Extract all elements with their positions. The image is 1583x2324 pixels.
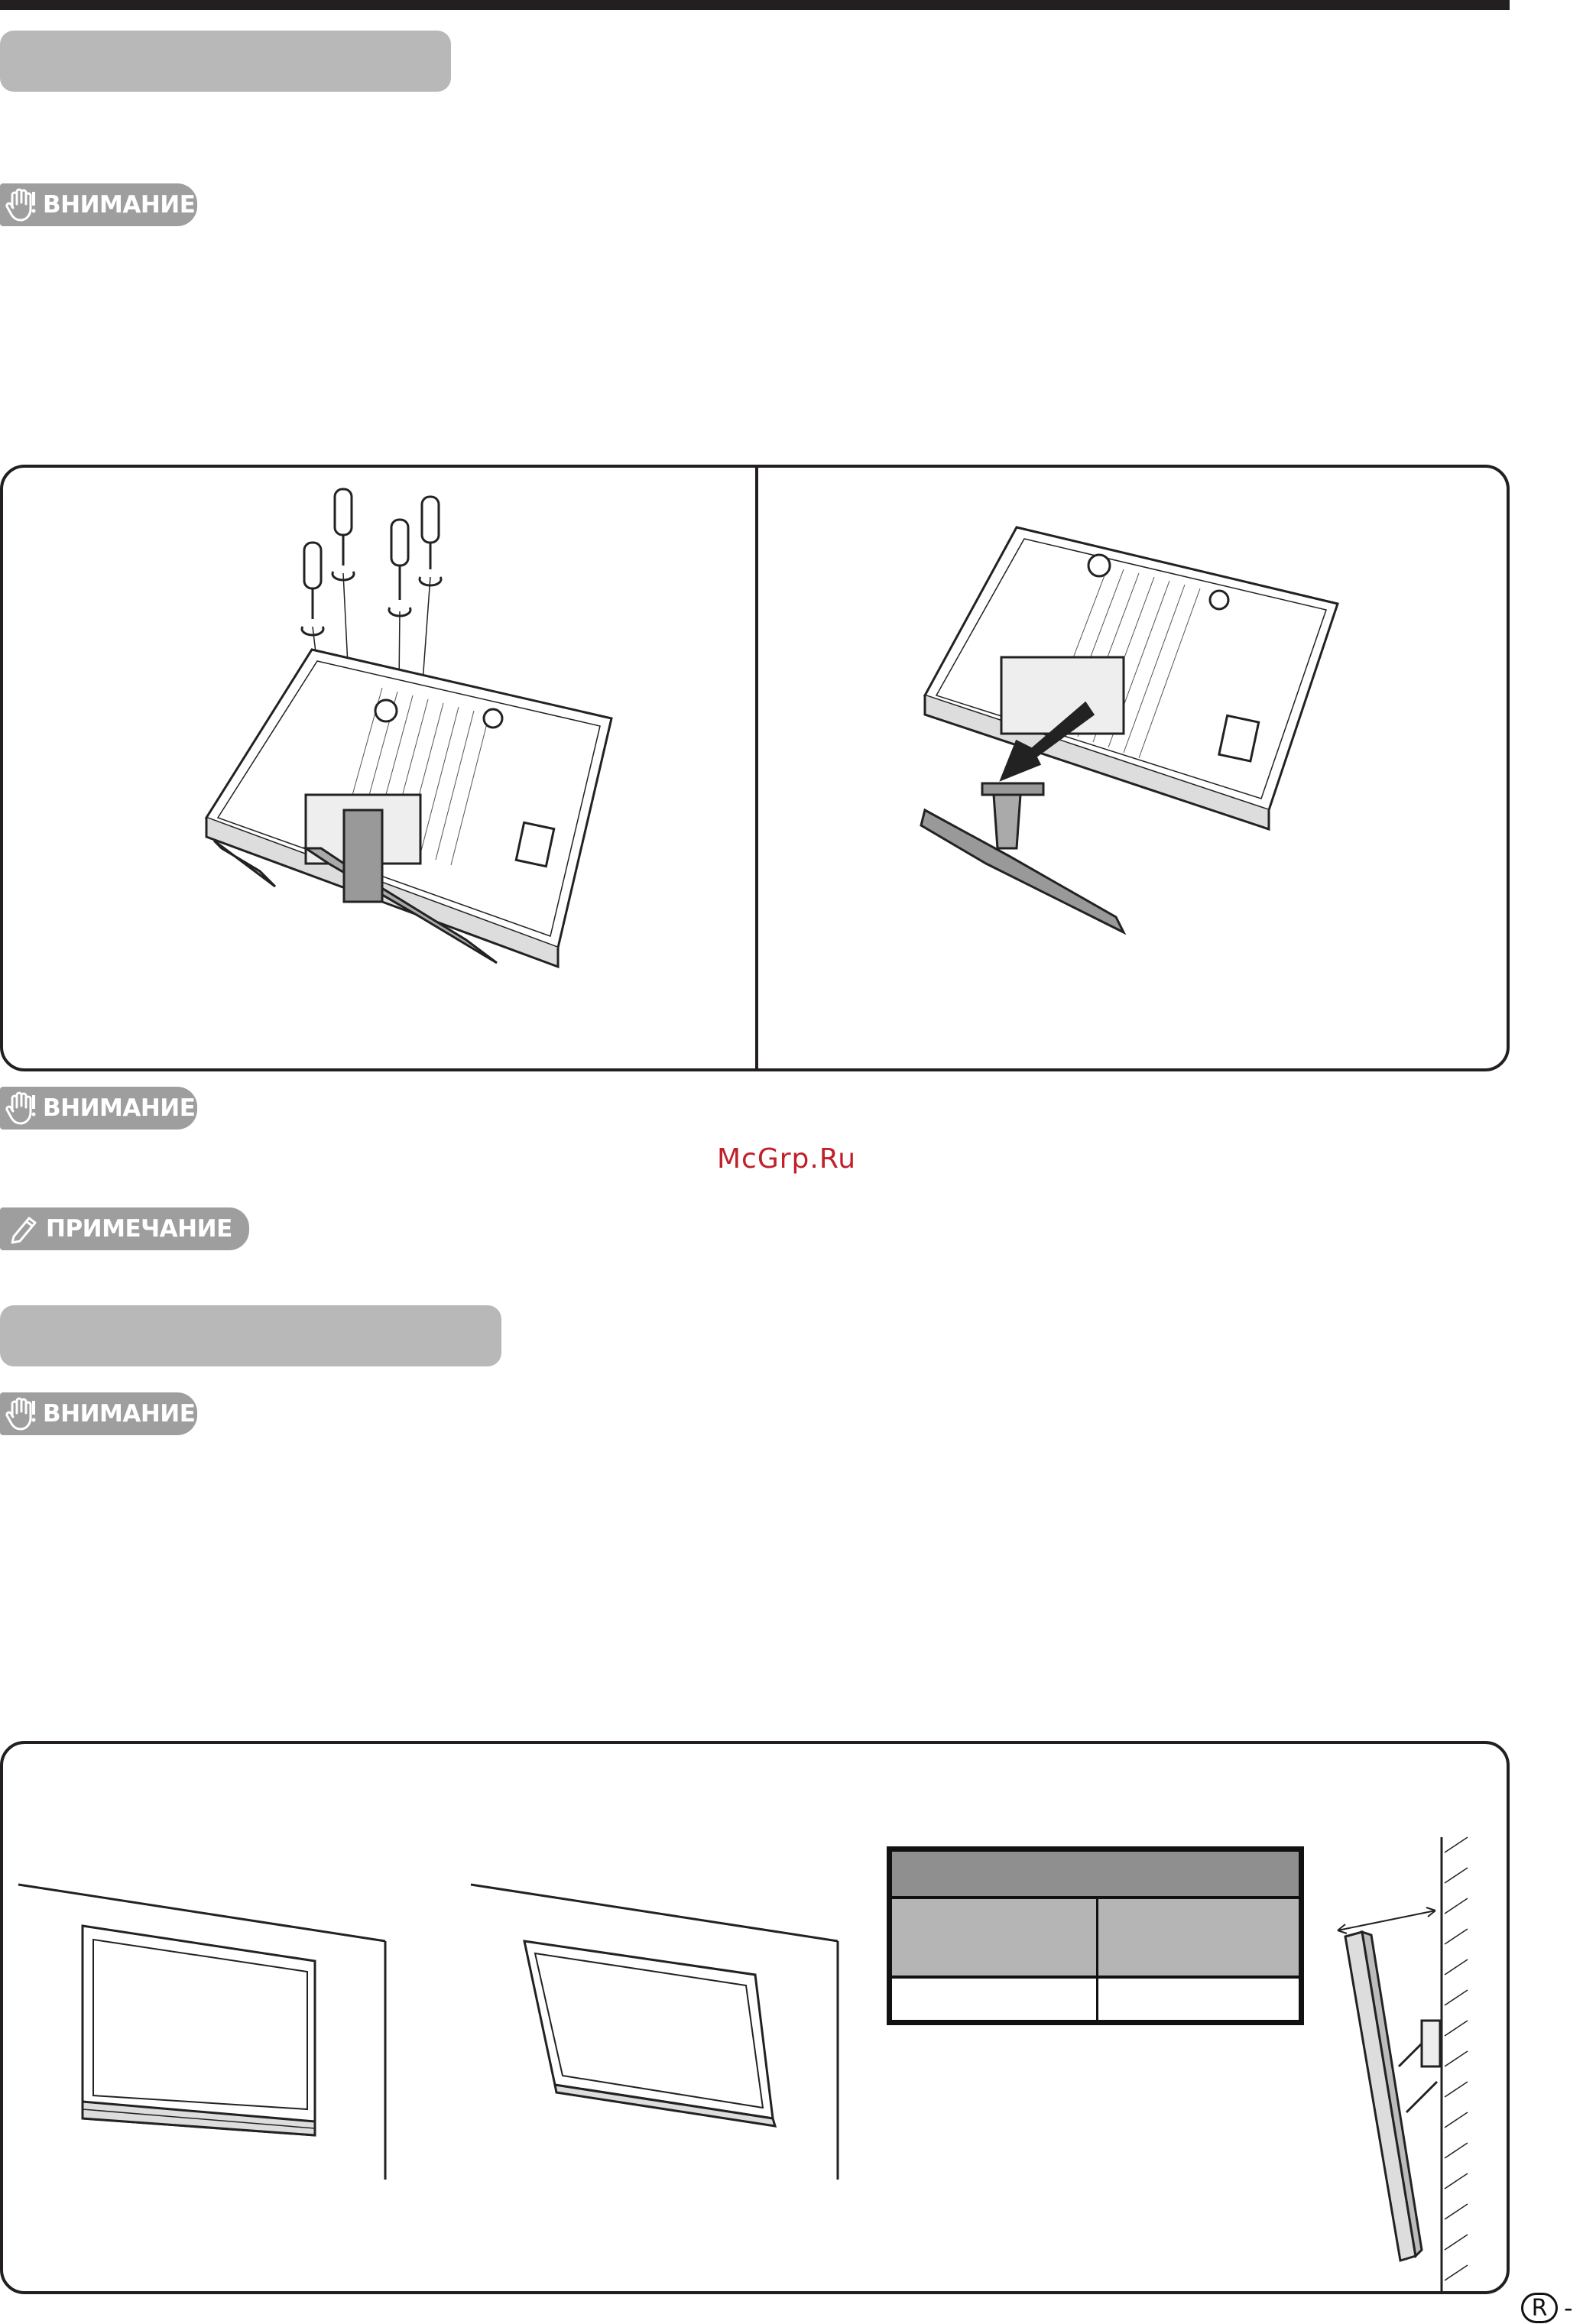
table-rule xyxy=(1096,1898,1098,2020)
note-label: ПРИМЕЧАНИЕ xyxy=(46,1215,232,1243)
caution-label: ВНИМАНИЕ xyxy=(43,1400,196,1428)
angle-table-subheader-right xyxy=(1098,1898,1299,1977)
side-profile-tilt-illustration xyxy=(1330,1837,1483,2296)
vertical-wall-mount-illustration xyxy=(18,1880,401,2186)
caution-label: ВНИМАНИЕ xyxy=(43,1094,196,1122)
hand-stop-icon xyxy=(0,183,43,226)
panel-divider xyxy=(755,468,758,1068)
top-rule xyxy=(0,0,1510,10)
table-rule xyxy=(892,1976,1299,1979)
tv-stand-screws-illustration xyxy=(191,489,634,963)
caution-badge xyxy=(0,183,197,226)
pencil-icon xyxy=(0,1207,46,1250)
caution-label: ВНИМАНИЕ xyxy=(43,191,196,219)
section-heading-wall-mount xyxy=(0,1305,501,1366)
page-letter: R xyxy=(1521,2293,1558,2323)
hand-stop-icon xyxy=(0,1087,43,1130)
watermark-link[interactable]: McGrp.Ru xyxy=(717,1143,857,1175)
caution-badge xyxy=(0,1392,197,1435)
page-marker xyxy=(1521,2293,1573,2323)
tilted-wall-mount-illustration xyxy=(471,1880,853,2186)
angle-table-subheader-left xyxy=(892,1898,1096,1977)
table-rule xyxy=(892,1896,1299,1899)
page-dash: - xyxy=(1564,2293,1573,2322)
tv-stand-insert-illustration xyxy=(910,520,1338,932)
note-badge xyxy=(0,1207,249,1250)
caution-badge xyxy=(0,1087,197,1130)
hand-stop-icon xyxy=(0,1392,43,1435)
section-heading-stand-removal xyxy=(0,31,451,92)
angle-table xyxy=(887,1846,1304,2025)
angle-table-header xyxy=(892,1852,1299,1898)
